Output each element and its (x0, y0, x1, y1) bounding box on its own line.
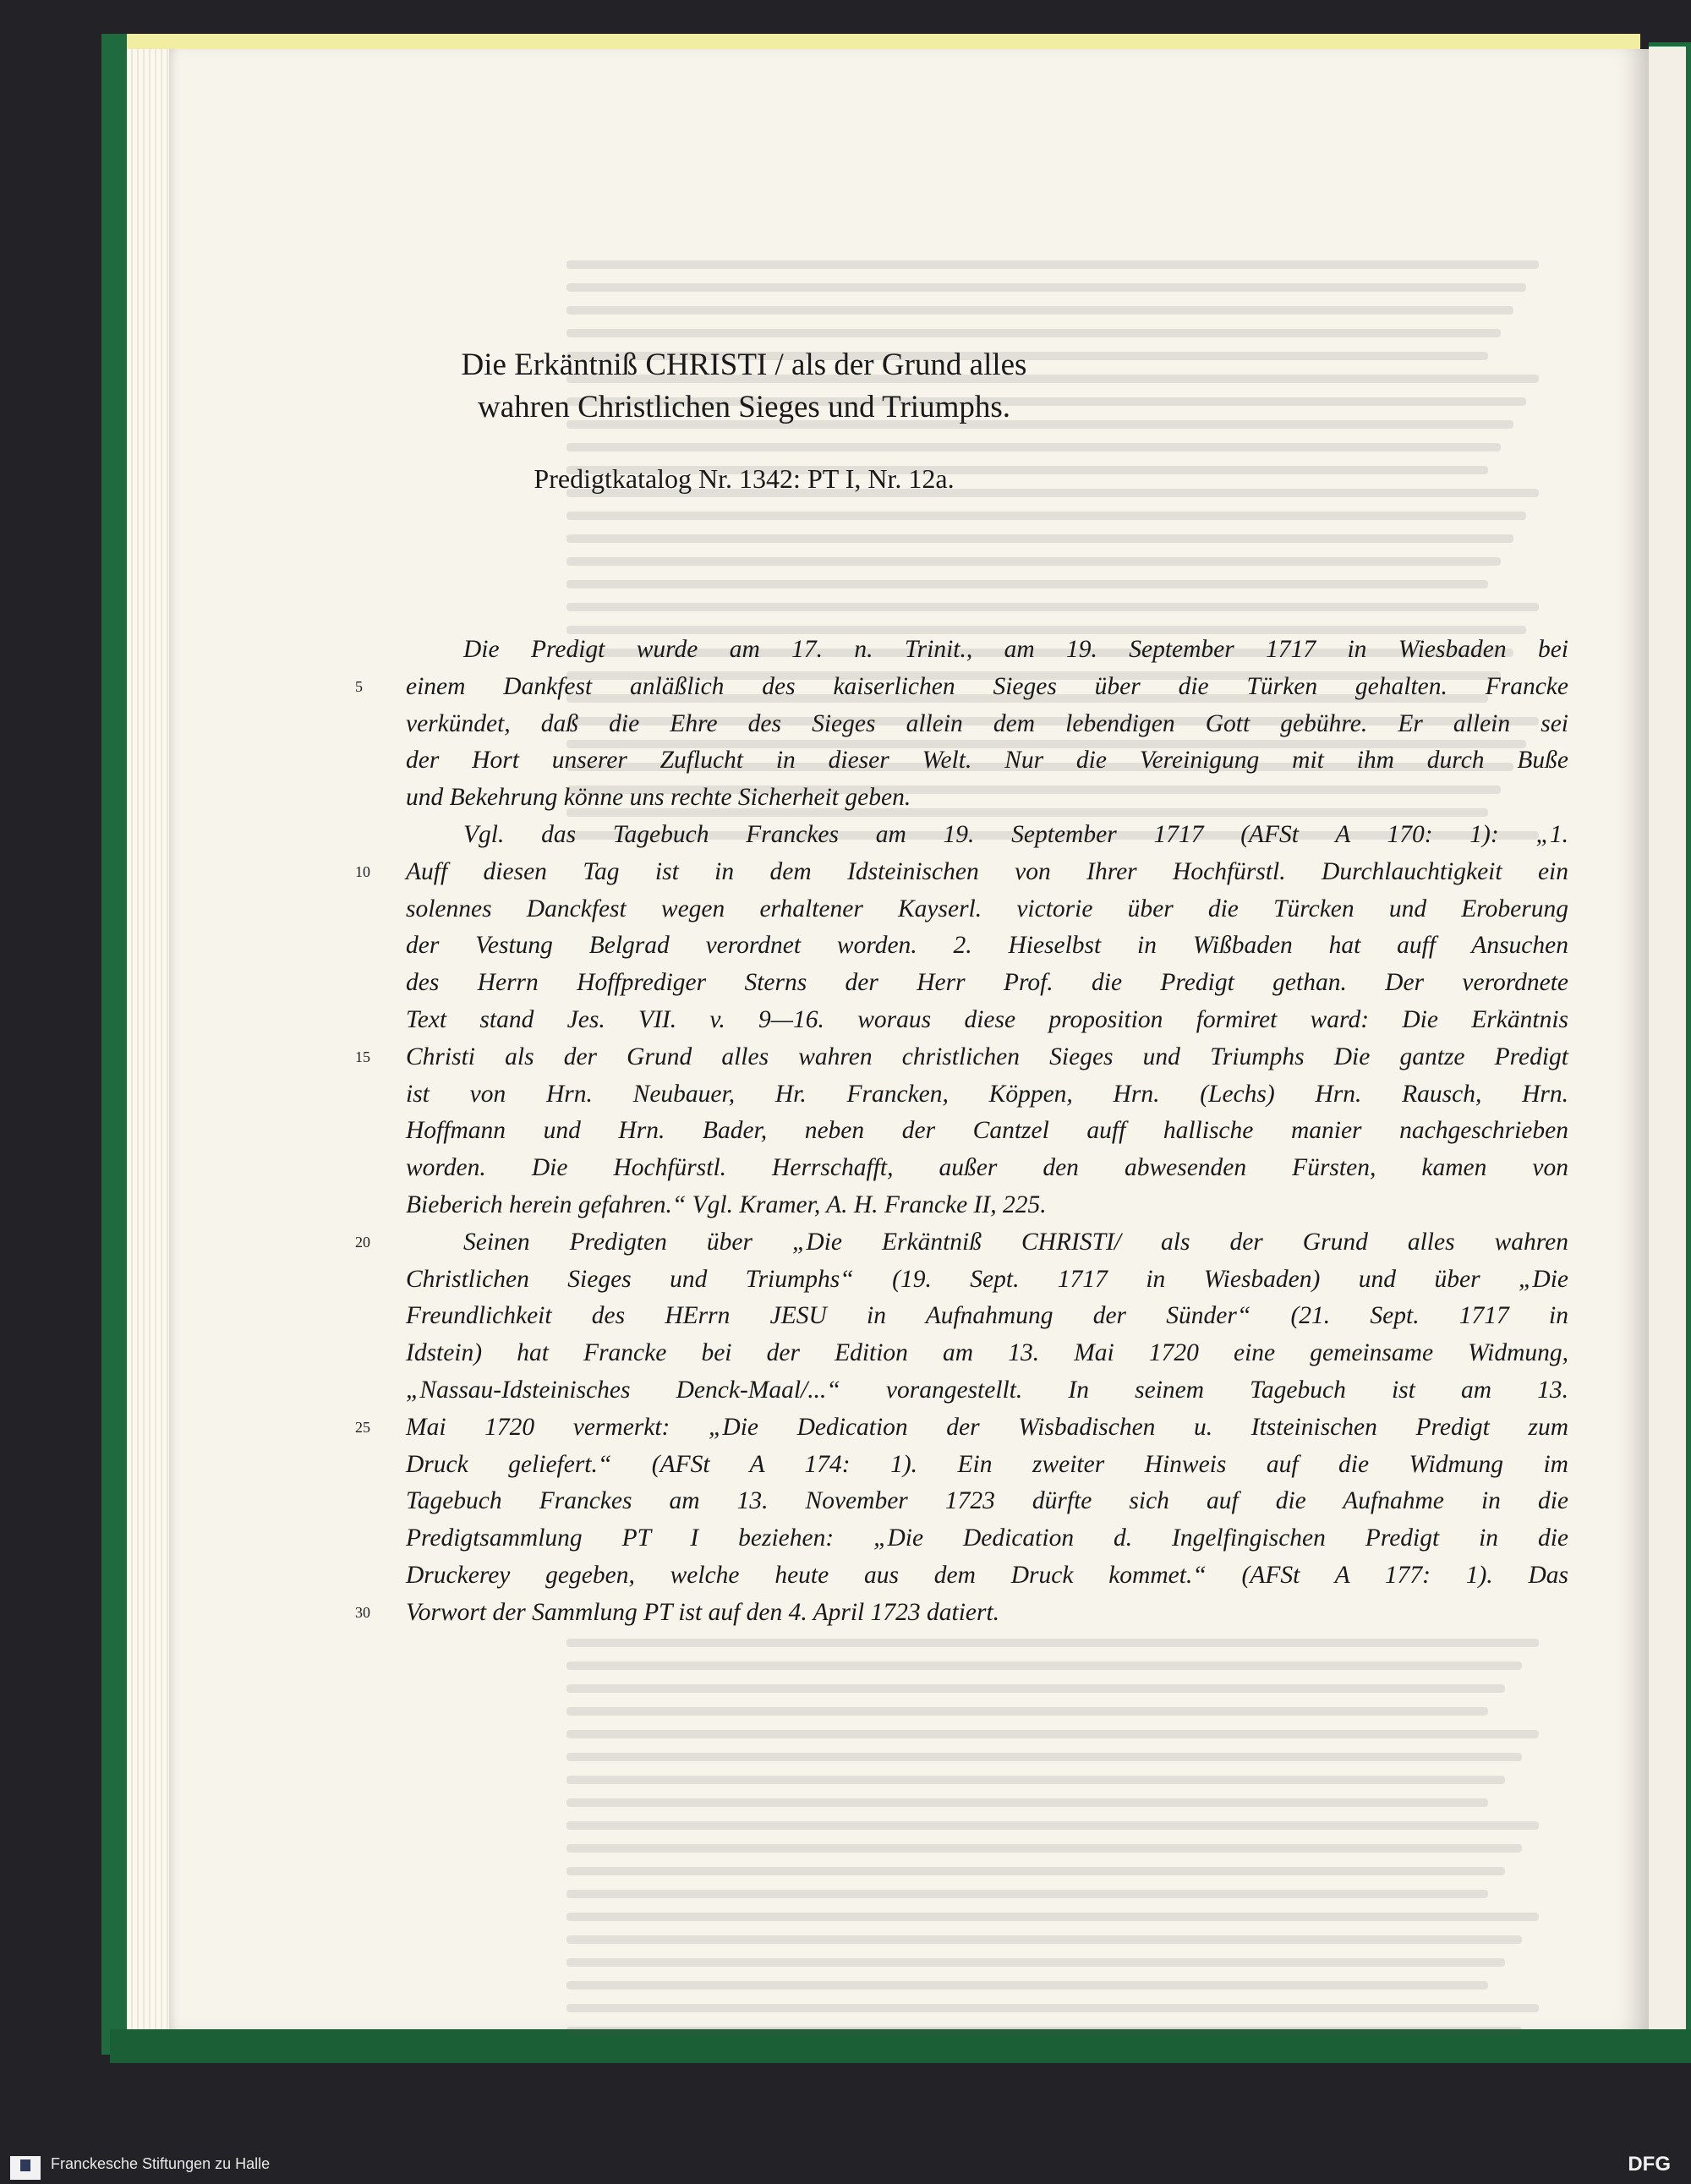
show-through-line (566, 603, 1539, 611)
text-line: und Bekehrung könne uns rechte Sicherheit geben. (406, 784, 911, 811)
text-line: Tagebuch Franckes am 13. November 1723 dürfte sich auf die Aufnahme in die (406, 1487, 1568, 1514)
show-through-line (566, 1730, 1539, 1738)
text-line: verkündet, daß die Ehre des Sieges allein dem lebendigen Gott gebühre. Er allein sei (406, 710, 1568, 737)
show-through-line (566, 1867, 1505, 1875)
text-line: der Vestung Belgrad verordnet worden. 2. Hieselbst in Wißbaden hat auff Ansuchen (406, 932, 1568, 959)
catalog-reference: Predigtkatalog Nr. 1342: PT I, Nr. 12a. (534, 463, 955, 494)
text-line: Hoffmann und Hrn. Bader, neben der Cantzel auff hallische manier nachgeschrieben (406, 1117, 1568, 1144)
show-through-line (566, 1890, 1488, 1898)
line-number: 15 (355, 1048, 370, 1065)
show-through-line (566, 1981, 1488, 1990)
text-line: Freundlichkeit des HErrn JESU in Aufnahmung der Sünder“ (21. Sept. 1717 in (406, 1302, 1568, 1329)
line-number: 20 (355, 1234, 370, 1251)
institution-logo-icon (10, 2156, 41, 2180)
show-through-line (566, 1958, 1505, 1967)
text-line: Text stand Jes. VII. v. 9—16. woraus diese proposition formiret ward: Die Erkäntnis (406, 1006, 1568, 1033)
text-line: solennes Danckfest wegen erhaltener Kayserl. victorie über die Türcken und Eroberung (406, 895, 1568, 922)
page-title-line-1: Die Erkäntniß CHRISTI / als der Grund alles (461, 348, 1027, 382)
adjacent-page (1649, 47, 1686, 2029)
show-through-line (566, 1913, 1539, 1921)
text-line: Vgl. das Tagebuch Franckes am 19. September 1717 (AFSt A 170: 1): „1. (463, 821, 1568, 848)
show-through-line (566, 1821, 1539, 1830)
top-page-edge (127, 34, 1640, 49)
text-line: „Nassau-Idsteinisches Denck-Maal/...“ vorangestellt. In seinem Tagebuch ist am 13. (406, 1377, 1568, 1404)
show-through-line (566, 1776, 1505, 1784)
text-line: des Herrn Hoffprediger Sterns der Herr Prof. die Predigt gethan. Der verordnete (406, 969, 1568, 996)
line-number: 25 (355, 1419, 370, 1436)
line-number: 30 (355, 1604, 370, 1621)
text-line: Mai 1720 vermerkt: „Die Dedication der Wisbadischen u. Itsteinischen Predigt zum (406, 1414, 1568, 1441)
show-through-line (566, 534, 1513, 543)
show-through-line (566, 306, 1513, 315)
show-through-line (566, 1707, 1488, 1716)
dfg-logo: DFG (1628, 2153, 1671, 2176)
text-line: Die Predigt wurde am 17. n. Trinit., am 19. September 1717 in Wiesbaden bei (463, 636, 1568, 663)
show-through-line (566, 1684, 1505, 1693)
show-through-line (566, 580, 1488, 588)
show-through-line (566, 260, 1539, 269)
text-line: Idstein) hat Francke bei der Edition am 13. Mai 1720 eine gemeinsame Widmung, (406, 1339, 1568, 1366)
show-through-line (566, 283, 1526, 292)
text-line: Predigtsammlung PT I beziehen: „Die Dedication d. Ingelfingischen Predigt in die (406, 1524, 1568, 1552)
footer-bar (0, 2148, 1691, 2184)
text-line: Druckerey gegeben, welche heute aus dem Druck kommet.“ (AFSt A 177: 1). Das (406, 1562, 1568, 1589)
line-number: 10 (355, 863, 370, 880)
logo-mark (20, 2159, 30, 2171)
show-through-line (566, 1798, 1488, 1807)
text-line: der Hort unserer Zuflucht in dieser Welt. Nur die Vereinigung mit ihm durch Buße (406, 747, 1568, 774)
institution-name: Franckesche Stiftungen zu Halle (51, 2155, 271, 2172)
show-through-line (566, 557, 1501, 566)
text-line: Seinen Predigten über „Die Erkäntniß CHRISTI/ als der Grund alles wahren (463, 1229, 1568, 1256)
text-line: ist von Hrn. Neubauer, Hr. Francken, Köppen, Hrn. (Lechs) Hrn. Rausch, Hrn. (406, 1081, 1568, 1108)
text-line: Christlichen Sieges und Triumphs“ (19. Sept. 1717 in Wiesbaden) und über „Die (406, 1266, 1568, 1293)
show-through-line (566, 1844, 1522, 1853)
show-through-line (566, 2004, 1539, 2012)
text-line: einem Dankfest anläßlich des kaiserlichen Sieges über die Türken gehalten. Francke (406, 673, 1568, 700)
show-through-line (566, 1661, 1522, 1670)
show-through-line (566, 1639, 1539, 1647)
text-line: Druck geliefert.“ (AFSt A 174: 1). Ein zweiter Hinweis auf die Widmung im (406, 1451, 1568, 1478)
text-line: Vorwort der Sammlung PT ist auf den 4. April 1723 datiert. (406, 1599, 1000, 1626)
text-line: Auff diesen Tag ist in dem Idsteinischen von Ihrer Hochfürstl. Durchlauchtigkeit ein (406, 858, 1568, 885)
text-line: Bieberich herein gefahren.“ Vgl. Kramer, A. H. Francke II, 225. (406, 1191, 1047, 1218)
text-line: Christi als der Grund alles wahren christlichen Sieges und Triumphs Die gantze Predigt (406, 1043, 1568, 1070)
show-through-line (566, 1753, 1522, 1761)
show-through-line (566, 329, 1501, 337)
show-through-line (566, 512, 1526, 520)
show-through-line (566, 2027, 1522, 2035)
text-line: worden. Die Hochfürstl. Herrschafft, außer den abwesenden Fürsten, kamen von (406, 1154, 1568, 1181)
show-through-line (566, 1935, 1522, 1944)
line-number: 5 (355, 678, 363, 695)
page-title-line-2: wahren Christlichen Sieges und Triumphs. (477, 390, 1010, 424)
show-through-line (566, 443, 1501, 452)
